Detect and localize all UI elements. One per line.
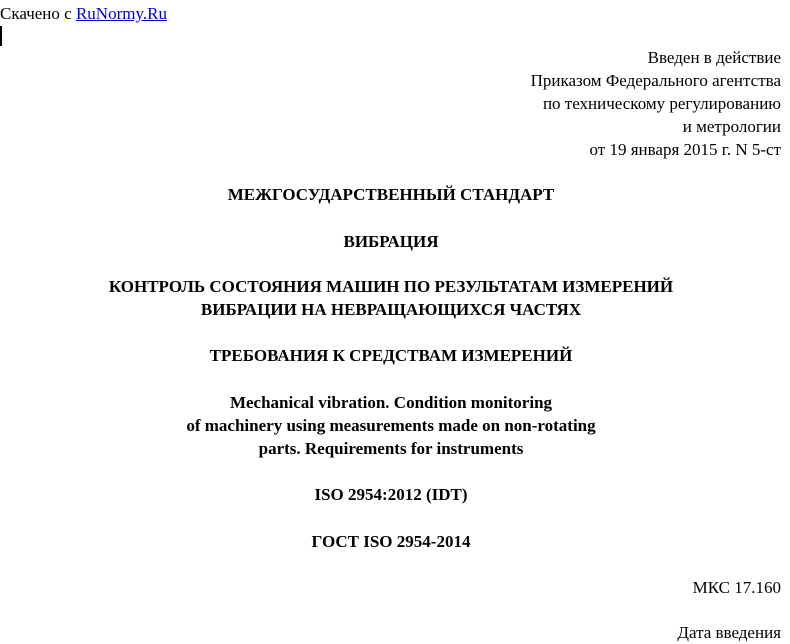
approval-line: Приказом Федерального агентства	[530, 71, 781, 90]
source-prefix: Скачено с	[0, 4, 76, 23]
topic-heading	[0, 275, 782, 321]
english-title	[0, 391, 782, 460]
iso-reference-text: ISO 2954:2012 (IDT)	[314, 485, 468, 504]
source-line	[0, 2, 167, 25]
iso-reference	[0, 483, 782, 506]
standard-type-text: МЕЖГОСУДАРСТВЕННЫЙ СТАНДАРТ	[227, 185, 555, 204]
topic-line: ВИБРАЦИИ НА НЕВРАЩАЮЩИХСЯ ЧАСТЯХ	[200, 300, 582, 319]
gost-reference-text: ГОСТ ISO 2954-2014	[311, 532, 471, 551]
topic-line: КОНТРОЛЬ СОСТОЯНИЯ МАШИН ПО РЕЗУЛЬТАТАМ ИЗМЕРЕНИЙ	[108, 277, 674, 296]
english-title-line: parts. Requirements for instruments	[258, 439, 524, 458]
approval-line: по техническому регулированию	[542, 94, 781, 113]
approval-block	[531, 46, 781, 161]
approval-line: и метрологии	[682, 117, 781, 136]
requirements-heading	[0, 344, 782, 367]
requirements-text: ТРЕБОВАНИЯ К СРЕДСТВАМ ИЗМЕРЕНИЙ	[209, 346, 573, 365]
english-title-line: of machinery using measurements made on non-rotating	[186, 416, 596, 435]
gost-reference	[0, 530, 782, 553]
approval-line: Введен в действие	[647, 48, 781, 67]
mks-code: МКС 17.160	[692, 578, 781, 597]
text-cursor	[0, 26, 2, 46]
subject-text: ВИБРАЦИЯ	[343, 232, 439, 251]
source-link[interactable]: RuNormy.Ru	[75, 4, 167, 23]
intro-date-label: Дата введения	[677, 623, 781, 642]
subject-heading	[0, 230, 782, 253]
approval-line: от 19 января 2015 г. N 5-ст	[589, 140, 781, 159]
english-title-line: Mechanical vibration. Condition monitoring	[229, 393, 553, 412]
standard-type-heading	[0, 183, 782, 206]
